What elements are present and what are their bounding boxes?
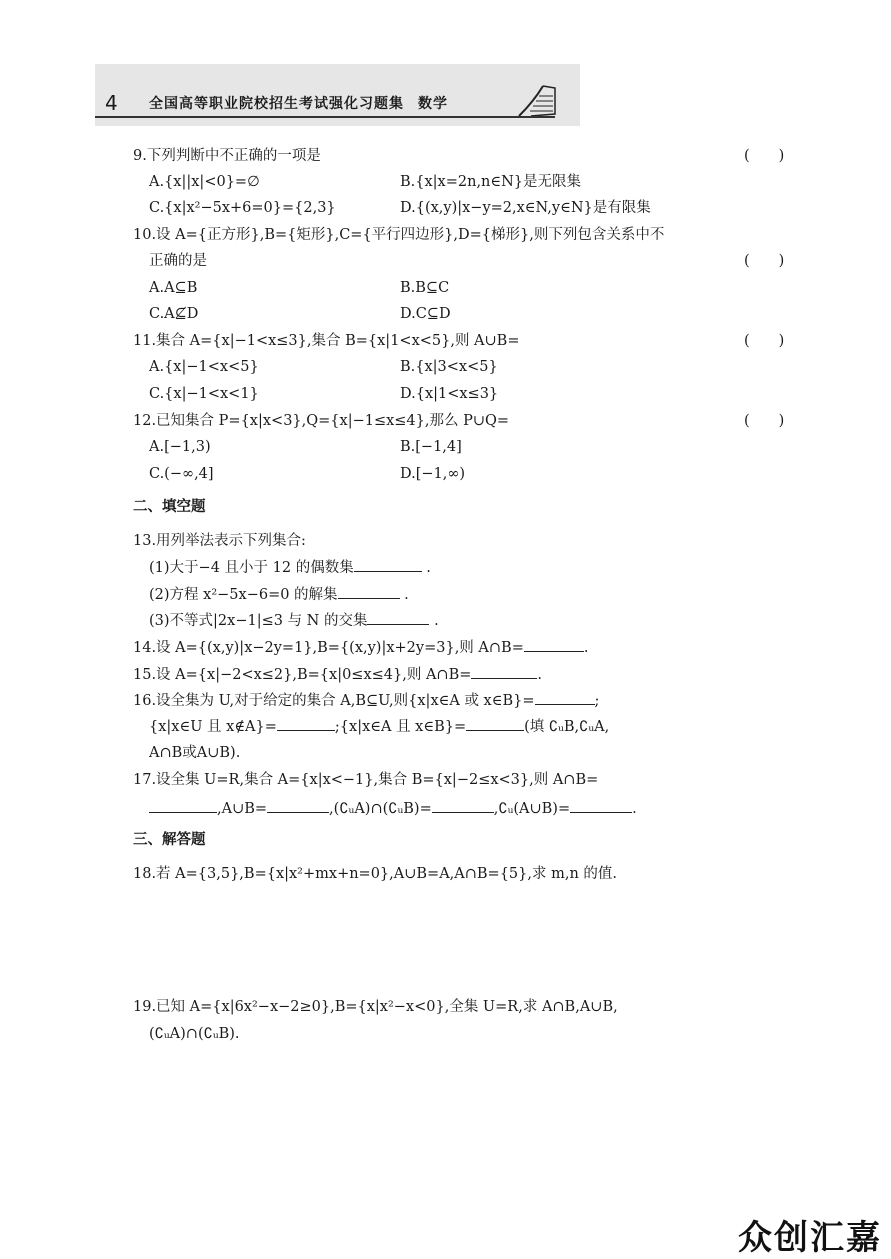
q15: 15.设 A={x|−2<x≤2},B={x|0≤x≤4},则 A∩B= . — [133, 664, 542, 685]
answer-blank[interactable] — [432, 798, 494, 813]
q19-line1: 19.已知 A={x|6x²−x−2≥0},B={x|x²−x<0},全集 U=R,求 A∩B,A∪B, — [133, 999, 618, 1015]
q11-option-c: C.{x|−1<x<1} — [149, 386, 259, 402]
q17-line2: ,A∪B= ,(∁ᵤA)∩(∁ᵤB)= ,∁ᵤ(A∪B)= . — [149, 798, 637, 819]
q11-answer-paren: ( ) — [744, 333, 785, 349]
q10-stem-line1: 10.设 A={正方形},B={矩形},C={平行四边形},D={梯形},则下列包含关系中不 — [133, 227, 665, 243]
q12-option-d: D.[−1,∞) — [400, 466, 466, 482]
q16-line2-c: (填 ∁ᵤB,∁ᵤA, — [524, 719, 610, 735]
q18: 18.若 A={3,5},B={x|x²+mx+n=0},A∪B=A,A∩B={5},求 m,n 的值. — [133, 866, 618, 882]
q9-answer-paren: ( ) — [744, 148, 785, 164]
section-fill-in: 二、填空题 — [133, 499, 206, 515]
subject-label: 数学 — [418, 96, 448, 112]
q13-stem: 13.用列举法表示下列集合: — [133, 533, 306, 549]
q10-option-d: D.C⊆D — [400, 306, 451, 322]
answer-blank[interactable] — [466, 716, 524, 731]
answer-blank[interactable] — [524, 637, 584, 652]
q17-line2-c: ,∁ᵤ(A∪B)= — [493, 801, 571, 817]
answer-blank[interactable] — [367, 610, 429, 625]
answer-blank[interactable] — [354, 557, 422, 572]
q12-stem: 12.已知集合 P={x|x<3},Q={x|−1≤x≤4},那么 P∪Q= — [133, 413, 510, 429]
q13-part2-text: (2)方程 x²−5x−6=0 的解集 — [149, 587, 338, 603]
answer-blank[interactable] — [338, 584, 400, 599]
q11-stem: 11.集合 A={x|−1<x≤3},集合 B={x|1<x<5},则 A∪B= — [133, 333, 520, 349]
q12-answer-paren: ( ) — [744, 413, 785, 429]
q17-line2-b: ,(∁ᵤA)∩(∁ᵤB)= — [329, 801, 432, 817]
q17-line2-a: ,A∪B= — [217, 801, 268, 817]
q12-option-b: B.[−1,4] — [400, 439, 462, 455]
answer-blank[interactable] — [570, 798, 632, 813]
q12-option-a: A.[−1,3) — [149, 439, 211, 455]
answer-blank[interactable] — [471, 664, 537, 679]
q14: 14.设 A={(x,y)|x−2y=1},B={(x,y)|x+2y=3},则 A∩B= . — [133, 637, 588, 658]
section-problem-solving: 三、解答题 — [133, 832, 206, 848]
q9-option-b: B.{x|x=2n,n∈N}是无限集 — [400, 174, 582, 190]
q14-text: 14.设 A={(x,y)|x−2y=1},B={(x,y)|x+2y=3},则 A∩B= — [133, 640, 524, 656]
page-header — [95, 64, 580, 126]
q13-part3: (3)不等式|2x−1|≤3 与 N 的交集 . — [149, 610, 439, 631]
q10-answer-paren: ( ) — [744, 253, 785, 269]
q9-stem: 9.下列判断中不正确的一项是 — [133, 148, 321, 164]
q15-text: 15.设 A={x|−2<x≤2},B={x|0≤x≤4},则 A∩B= — [133, 667, 472, 683]
q10-option-b: B.B⊆C — [400, 280, 450, 296]
book-title-text: 全国高等职业院校招生考试强化习题集 — [149, 96, 404, 112]
q13-part2: (2)方程 x²−5x−6=0 的解集 . — [149, 584, 409, 605]
q9-option-a: A.{x||x|<0}=∅ — [149, 174, 260, 190]
q16-line2-b: ;{x|x∈A 且 x∈B}= — [334, 719, 467, 735]
q16-line3: A∩B或A∪B). — [149, 745, 241, 761]
q13-part1-text: (1)大于−4 且小于 12 的偶数集 — [149, 560, 354, 576]
page-number: 4 — [105, 91, 118, 115]
q11-option-b: B.{x|3<x<5} — [400, 359, 498, 375]
q16-line1-text: 16.设全集为 U,对于给定的集合 A,B⊆U,则{x|x∈A 或 x∈B}= — [133, 693, 535, 709]
q16-line2-a: {x|x∈U 且 x∉A}= — [149, 719, 277, 735]
q9-option-d: D.{(x,y)|x−y=2,x∈N,y∈N}是有限集 — [400, 200, 651, 216]
q17-line1: 17.设全集 U=R,集合 A={x|x<−1},集合 B={x|−2≤x<3},则 A∩B= — [133, 772, 599, 788]
q16-line2 — [149, 716, 609, 737]
book-title — [149, 93, 448, 113]
answer-blank[interactable] — [149, 798, 217, 813]
q10-stem-line2: 正确的是 — [149, 253, 207, 269]
q9-option-c: C.{x|x²−5x+6=0}={2,3} — [149, 200, 336, 216]
header-rule — [95, 116, 555, 118]
book-icon — [517, 84, 557, 118]
q11-option-a: A.{x|−1<x<5} — [149, 359, 259, 375]
q10-option-a: A.A⊆B — [149, 280, 198, 296]
answer-blank[interactable] — [277, 716, 335, 731]
q10-option-c: C.A⊈D — [149, 306, 199, 322]
q13-part1: (1)大于−4 且小于 12 的偶数集 . — [149, 557, 431, 578]
answer-blank[interactable] — [535, 690, 595, 705]
answer-blank[interactable] — [267, 798, 329, 813]
q16-line1: 16.设全集为 U,对于给定的集合 A,B⊆U,则{x|x∈A 或 x∈B}= ; — [133, 690, 599, 711]
q19-line2: (∁ᵤA)∩(∁ᵤB). — [149, 1026, 240, 1042]
q13-part3-text: (3)不等式|2x−1|≤3 与 N 的交集 — [149, 613, 368, 629]
q12-option-c: C.(−∞,4] — [149, 466, 214, 482]
q11-option-d: D.{x|1<x≤3} — [400, 386, 499, 402]
watermark-logo: 众创汇嘉 — [738, 1218, 882, 1258]
